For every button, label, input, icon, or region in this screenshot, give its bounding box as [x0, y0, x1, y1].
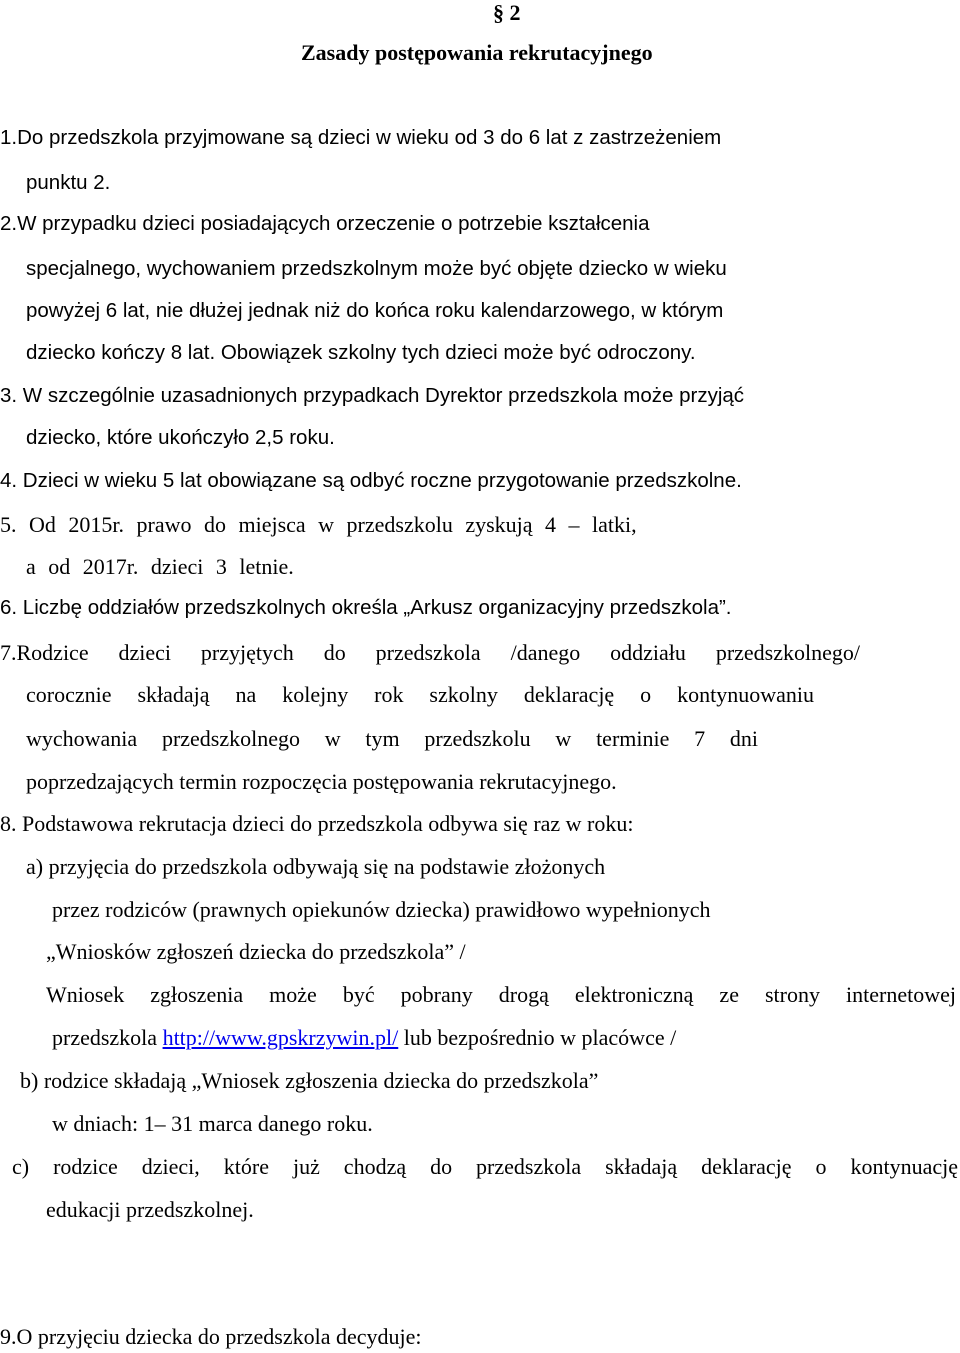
paragraph-5-line-1: 5. Od 2015r. prawo do miejsca w przedszkolu zyskują 4 – latki, [0, 512, 637, 537]
item-a-line-5 [52, 1027, 676, 1049]
paragraph-3-line-1: 3. W szczególnie uzasadnionych przypadkach Dyrektor przedszkola może przyjąć [0, 384, 745, 407]
paragraph-2-line-1: 2.W przypadku dzieci posiadających orzeczenie o potrzebie kształcenia [0, 212, 650, 235]
item-a-line-1: a) przyjęcia do przedszkola odbywają się na podstawie złożonych [26, 854, 606, 879]
item-a-line-2: przez rodziców (prawnych opiekunów dziecka) prawidłowo wypełnionych [52, 897, 711, 922]
paragraph-9-line-1: 9.O przyjęciu dziecka do przedszkola decyduje: [0, 1324, 422, 1349]
item-c-line-1: c) rodzice dzieci, które już chodzą do przedszkola składają deklarację o kontynuację [12, 1154, 958, 1179]
paragraph-2-line-4: dziecko kończy 8 lat. Obowiązek szkolny tych dzieci może być odroczony. [26, 341, 696, 364]
item-b-line-2: w dniach: 1– 31 marca danego roku. [52, 1111, 373, 1136]
page-title: Zasady postępowania rekrutacyjnego [301, 40, 653, 65]
paragraph-7-line-1: 7.Rodzice dzieci przyjętych do przedszkola /danego oddziału przedszkolnego/ [0, 640, 860, 665]
paragraph-4-line-1: 4. Dzieci w wieku 5 lat obowiązane są odbyć roczne przygotowanie przedszkolne. [0, 469, 742, 492]
paragraph-2-line-3: powyżej 6 lat, nie dłużej jednak niż do końca roku kalendarzowego, w którym [26, 299, 724, 322]
item-a-line-5-text-after: lub bezpośrednio w placówce / [398, 1025, 677, 1050]
item-b-line-1: b) rodzice składają „Wniosek zgłoszenia dziecka do przedszkola” [20, 1068, 599, 1093]
paragraph-3-line-2: dziecko, które ukończyło 2,5 roku. [26, 426, 335, 449]
paragraph-2-line-2: specjalnego, wychowaniem przedszkolnym może być objęte dziecko w wieku [26, 257, 727, 280]
section-number: § 2 [493, 0, 521, 25]
paragraph-7-line-3: wychowania przedszkolnego w tym przedszkolu w terminie 7 dni [26, 726, 758, 751]
paragraph-8-line-1: 8. Podstawowa rekrutacja dzieci do przedszkola odbywa się raz w roku: [0, 811, 634, 836]
item-a-line-3: „Wniosków zgłoszeń dziecka do przedszkola” / [46, 939, 466, 964]
item-c-line-2: edukacji przedszkolnej. [46, 1197, 254, 1222]
school-website-link[interactable]: http://www.gpskrzywin.pl/ [162, 1025, 399, 1050]
paragraph-5-line-2: a od 2017r. dzieci 3 letnie. [26, 554, 294, 579]
paragraph-7-line-2: corocznie składają na kolejny rok szkolny deklarację o kontynuowaniu [26, 682, 814, 707]
paragraph-1-line-2: punktu 2. [26, 171, 111, 194]
item-a-line-5-text: przedszkola [52, 1025, 163, 1050]
paragraph-7-line-4: poprzedzających termin rozpoczęcia postępowania rekrutacyjnego. [26, 769, 617, 794]
paragraph-1-line-1: 1.Do przedszkola przyjmowane są dzieci w wieku od 3 do 6 lat z zastrzeżeniem [0, 126, 722, 149]
paragraph-6-line-1: 6. Liczbę oddziałów przedszkolnych określa „Arkusz organizacyjny przedszkola”. [0, 596, 732, 619]
item-a-line-4: Wniosek zgłoszenia może być pobrany drogą elektroniczną ze strony internetowej [46, 982, 956, 1007]
